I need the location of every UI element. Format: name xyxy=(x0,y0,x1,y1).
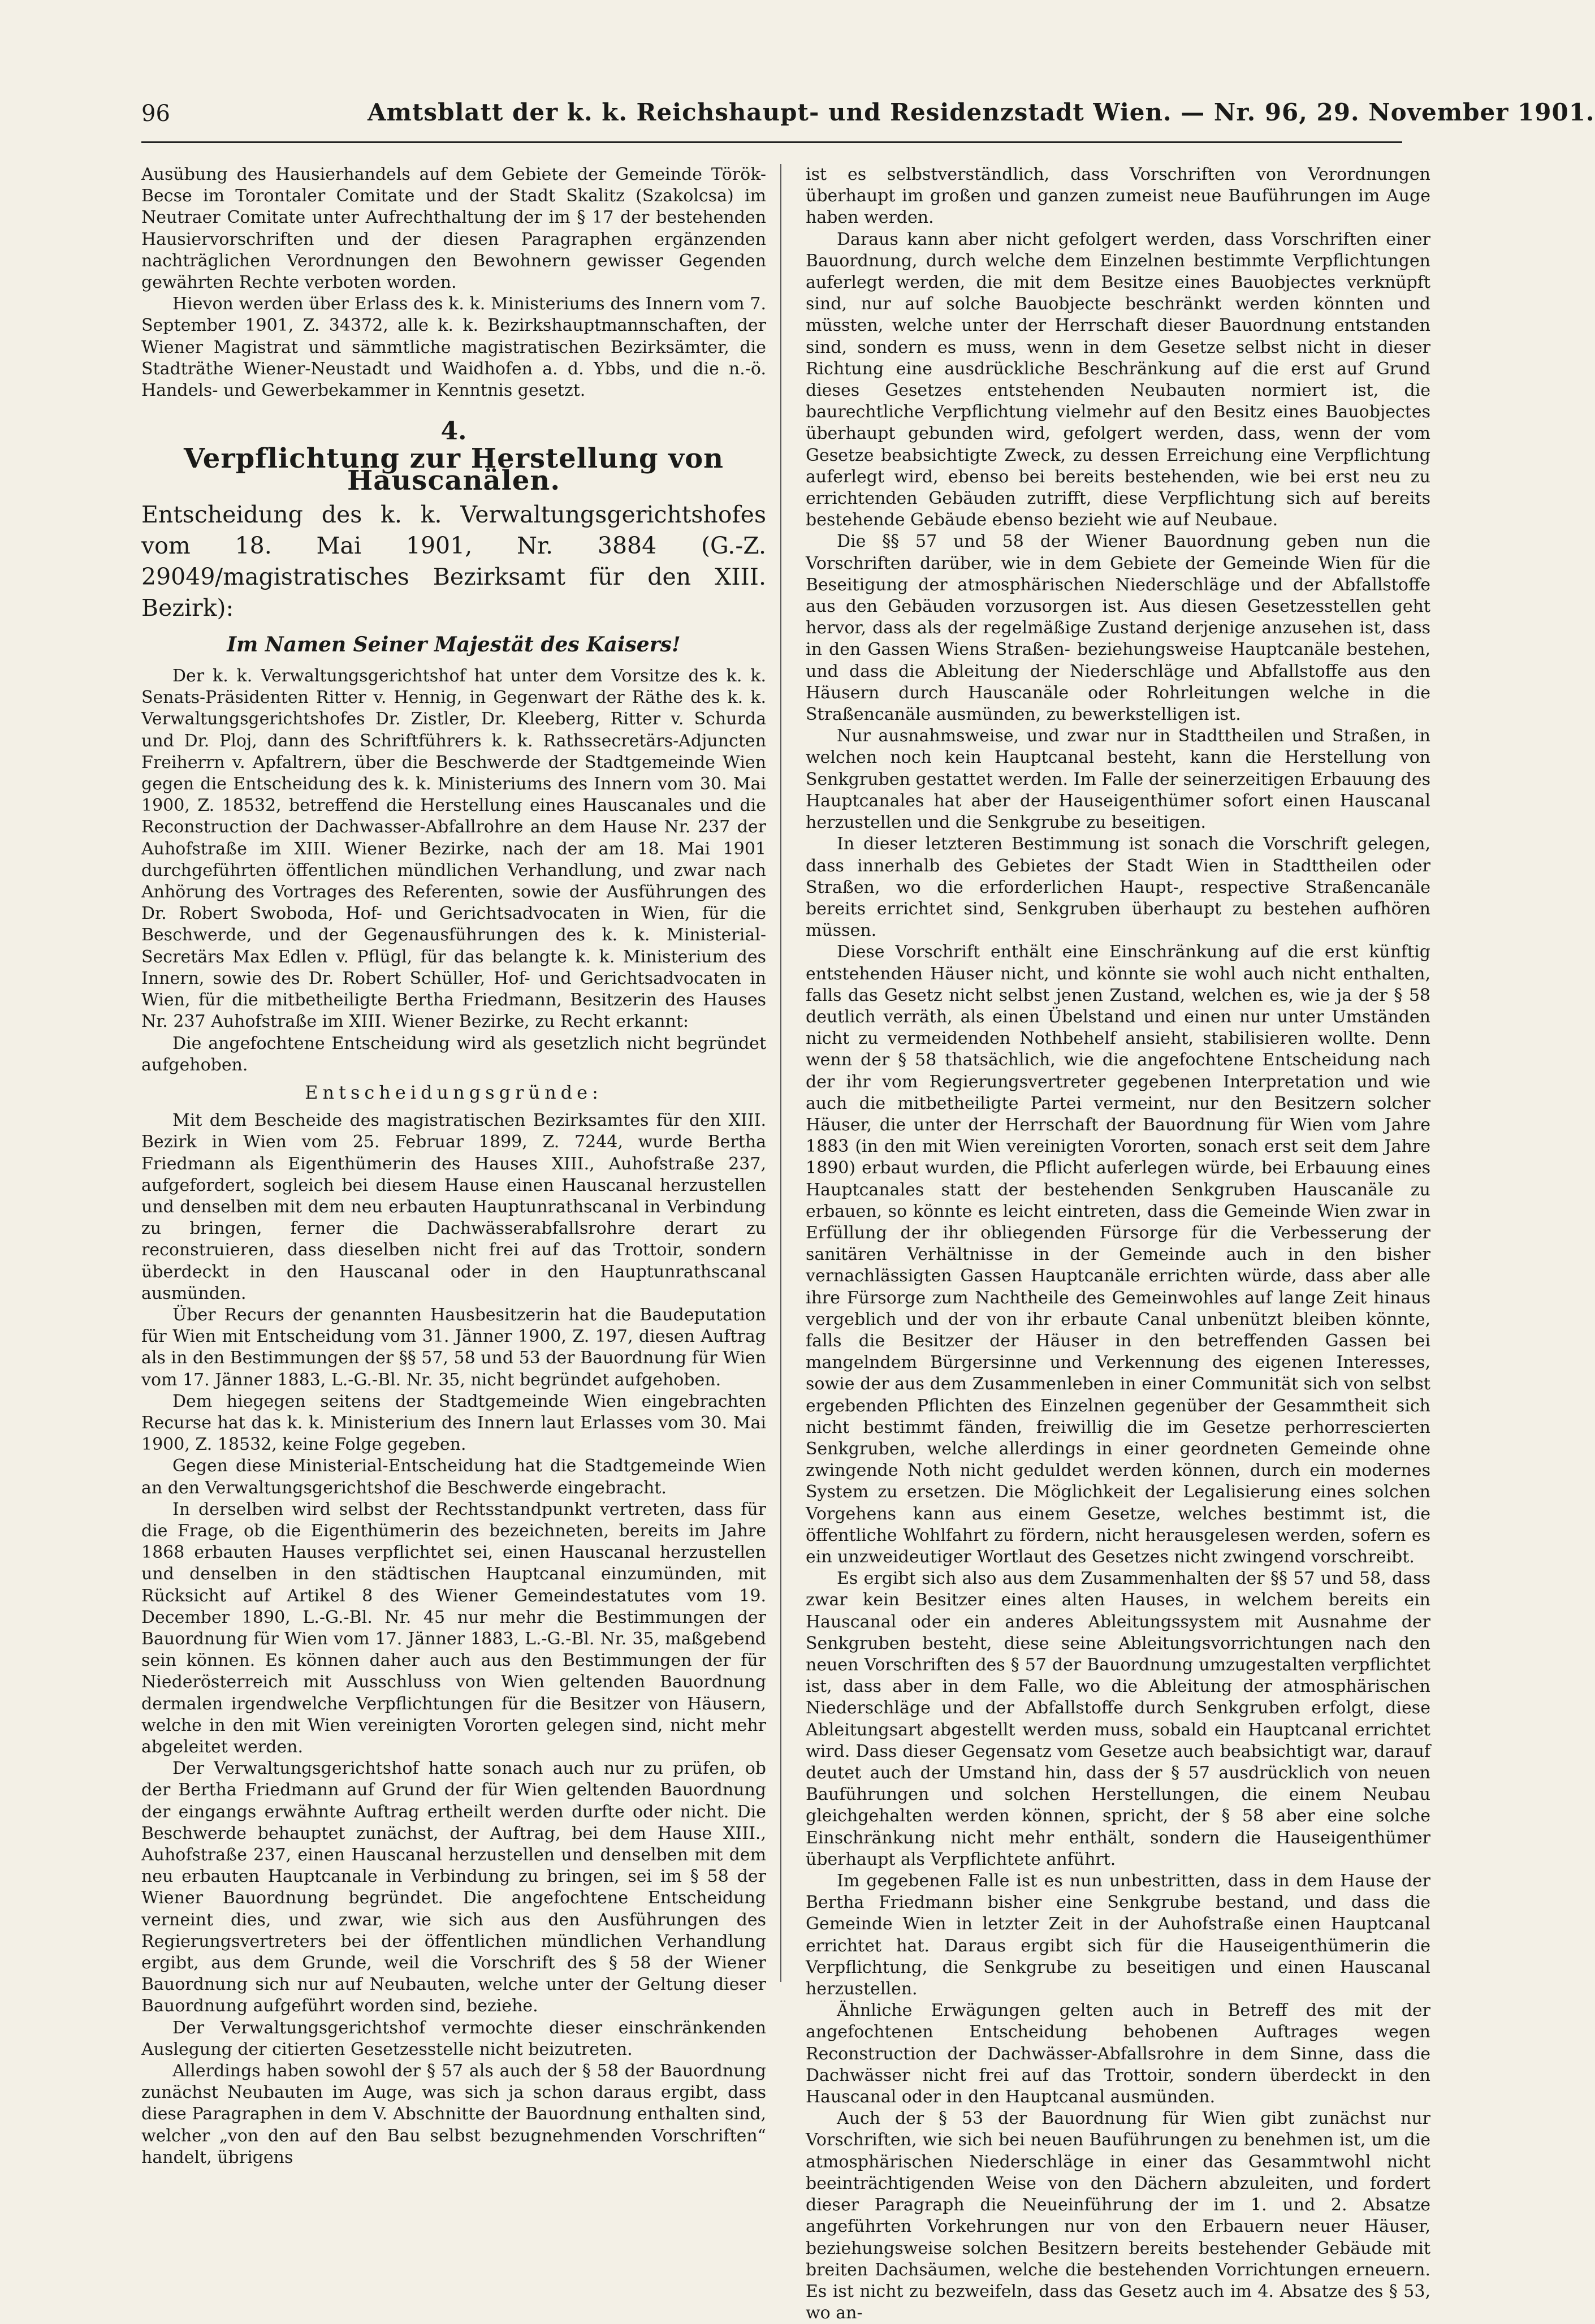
left-column xyxy=(141,164,766,2167)
paragraph: Allerdings haben sowohl der § 57 als auch der § 58 der Bauordnung zunächst Neubauten im Auge, was sich ja schon daraus ergibt, dass diese Paragraphen in dem V. Abschnitte der Bauordnung enthalten sind, welcher „von den auf den Bau selbst bezugnehmenden Vorschriften“ handelt, übrigens xyxy=(141,2061,766,2167)
paragraph: Es ergibt sich also aus dem Zusammenhalten der §§ 57 und 58, dass zwar kein Besitzer eines alten Hauses, in welchem bereits ein Hauscanal oder ein anderes Ableitungssystem mit Ausnahme der Senkgruben besteht, diese seine Ableitungsvorrichtungen nach den neuen Vorschriften des § 57 der Bauordnung umzugestalten verpflichtet ist, dass aber in dem Falle, wo die Ableitung der atmosphärischen Niederschläge und der Abfallstoffe durch Senkgruben erfolgt, diese Ableitungsart abgestellt werden muss, sobald ein Hauptcanal errichtet wird. Dass dieser Gegensatz vom Gesetze auch beabsichtigt war, darauf deutet auch der Umstand hin, dass der § 57 ausdrücklich von neuen Bauführungen und solchen Herstellungen, die einem Neubau gleichgehalten werden können, spricht, der § 58 aber eine solche Einschränkung nicht mehr enthält, sondern die Hauseigenthümer überhaupt als Verpflichtete anführt. xyxy=(806,1569,1430,1869)
paragraph: Ähnliche Erwägungen gelten auch in Betreff des mit der angefochtenen Entscheidung behobenen Auftrages wegen Reconstruction der Dachwässer-Abfallsrohre in dem Sinne, dass die Dachwässer nicht frei auf das Trottoir, sondern überdeckt in den Hauscanal oder in den Hauptcanal ausmünden. xyxy=(806,2001,1430,2107)
right-column xyxy=(806,164,1430,2323)
header-rule xyxy=(141,141,1402,143)
paragraph: In dieser letzteren Bestimmung ist sonach die Vorschrift gelegen, dass innerhalb des Gebietes der Stadt Wien in Stadttheilen oder Straßen, wo die erforderlichen Haupt-, respective Straßencanäle bereits errichtet sind, Senkgruben überhaupt zu bestehen aufhören müssen. xyxy=(806,834,1430,941)
paragraph: Der Verwaltungsgerichtshof hatte sonach auch nur zu prüfen, ob der Bertha Friedmann auf Grund der für Wien geltenden Bauordnung der eingangs erwähnte Auftrag ertheilt werden durfte oder nicht. Die Beschwerde behauptet zunächst, der Auftrag, bei dem Hause XIII., Auhofstraße 237, einen Hauscanal herzustellen und denselben mit dem neu erbauten Hauptcanale in Verbindung zu bringen, sei im § 58 der Wiener Bauordnung begründet. Die angefochtene Entscheidung verneint dies, und zwar, wie sich aus den Ausführungen des Regierungsvertreters bei der öffentlichen mündlichen Verhandlung ergibt, aus dem Grunde, weil die Vorschrift des § 58 der Wiener Bauordnung sich nur auf Neubauten, welche unter der Geltung dieser Bauordnung aufgeführt worden sind, beziehe. xyxy=(141,1759,766,2016)
paragraph: Gegen diese Ministerial-Entscheidung hat die Stadtgemeinde Wien an den Verwaltungsgerichtshof die Beschwerde eingebracht. xyxy=(141,1456,766,1498)
section-heading: Verpflichtung zur Herstellung von Hauscanälen. xyxy=(183,443,724,496)
paragraph: ist es selbstverständlich, dass Vorschriften von Verordnungen überhaupt im großen und ganzen zumeist neue Bauführungen im Auge haben werden. xyxy=(806,165,1430,228)
section-number: 4. xyxy=(440,417,467,446)
paragraph: Im gegebenen Falle ist es nun unbestritten, dass in dem Hause der Bertha Friedmann bisher eine Senkgrube bestand, und dass die Gemeinde Wien in letzter Zeit in der Auhofstraße einen Hauptcanal errichtet hat. Daraus ergibt sich für die Hauseigenthümerin die Verpflichtung, die Senkgrube zu beseitigen und einen Hauscanal herzustellen. xyxy=(806,1871,1430,1999)
running-title: Amtsblatt der k. k. Reichshaupt- und Residenzstadt Wien. — Nr. 96, 29. November 1901. xyxy=(368,98,1595,126)
paragraph: Die §§ 57 und 58 der Wiener Bauordnung geben nun die Vorschriften darüber, wie in dem Gebiete der Gemeinde Wien für die Beseitigung der atmosphärischen Niederschläge und der Abfallstoffe aus den Gebäuden vorzusorgen ist. Aus diesen Gesetzesstellen geht hervor, dass als der regelmäßige Zustand derjenige anzusehen ist, dass in den Gassen Wiens Straßen- beziehungsweise Hauptcanäle bestehen, und dass die Ableitung der Niederschläge und Abfallstoffe aus den Häusern durch Hauscanäle oder Rohrleitungen welche in die Straßencanäle ausmünden, zu bewerkstelligen ist. xyxy=(806,532,1430,725)
paragraph: Daraus kann aber nicht gefolgert werden, dass Vorschriften einer Bauordnung, durch welche dem Einzelnen bestimmte Verpflichtungen auferlegt werden, die mit dem Besitze eines Bauobjectes verknüpft sind, nur auf solche Bauobjecte beschränkt werden könnten und müssten, welche unter der Herrschaft dieser Bauordnung entstanden sind, sondern es muss, wenn in dem Gesetze selbst nicht in dieser Richtung eine ausdrückliche Beschränkung auf die erst auf Grund dieses Gesetzes entstehenden Neubauten normiert ist, die baurechtliche Verpflichtung vielmehr auf den Besitz eines Bauobjectes überhaupt gebunden wird, gefolgert werden, dass, wenn der vom Gesetze beabsichtigte Zweck, zu dessen Erreichung eine Verpflichtung auferlegt wird, ebenso bei bereits bestehenden, wie bei erst neu zu errichtenden Gebäuden zutrifft, diese Verpflichtung sich auf bereits bestehende Gebäude ebenso bezieht wie auf Neubaue. xyxy=(806,229,1430,530)
formula-heading: Im Namen Seiner Majestät des Kaisers! xyxy=(227,632,681,656)
paragraph: Auch der § 53 der Bauordnung für Wien gibt zunächst nur Vorschriften, wie sich bei neuen Bauführungen zu benehmen ist, um die atmosphärischen Niederschläge in einer das Gesammtwohl nicht beeinträchtigenden Weise von den Dächern abzuleiten, und fordert dieser Paragraph die Neueinführung der im 1. und 2. Absatze angeführten Vorkehrungen nur von den Erbauern neuer Häuser, beziehungsweise solchen Besitzern bereits bestehender Gebäude mit breiten Dachsäumen, welche die bestehenden Vorrichtungen erneuern. Es ist nicht zu bezweifeln, dass das Gesetz auch im 4. Absatze des § 53, wo an- xyxy=(806,2109,1430,2323)
paragraph: Mit dem Bescheide des magistratischen Bezirksamtes für den XIII. Bezirk in Wien vom 25. Februar 1899, Z. 7244, wurde Bertha Friedmann als Eigenthümerin des Hauses XIII., Auhofstraße 237, aufgefordert, sogleich bei diesem Hause einen Hauscanal herzustellen und denselben mit dem neu erbauten Hauptunrathscanal in Verbindung zu bringen, ferner die Dachwässerabfallsrohre derart zu reconstruieren, dass dieselben nicht frei auf das Trottoir, sondern überdeckt in den Hauscanal oder in den Hauptunrathscanal ausmünden. xyxy=(141,1111,766,1303)
paragraph: Diese Vorschrift enthält eine Einschränkung auf die erst künftig entstehenden Häuser nicht, und könnte sie wohl auch nicht enthalten, falls das Gesetz nicht selbst jenen Zustand, welchen es, wie ja der § 58 deutlich verräth, als einen Übelstand und einen nur unter Umständen nicht zu vermeidenden Nothbehelf ansieht, stabilisieren wollte. Denn wenn der § 58 thatsächlich, wie die angefochtene Entscheidung nach der ihr vom Regierungsvertreter gegebenen Interpretation und wie auch die mitbetheiligte Partei vermeint, nur den Besitzern solcher Häuser, die unter der Herrschaft der Bauordnung für Wien vom Jahre 1883 (in den mit Wien vereinigten Vororten, sonach erst seit dem Jahre 1890) erbaut wurden, die Pflicht auferlegen würde, bei Erbauung eines Hauptcanales statt der bestehenden Senkgruben Hauscanäle zu erbauen, so könnte es leicht eintreten, dass die Gemeinde Wien zwar in Erfüllung der ihr obliegenden Fürsorge für die Verbesserung der sanitären Verhältnisse in der Gemeinde auch in den bisher vernachlässigten Gassen Hauptcanäle errichten würde, dass aber alle ihre Fürsorge zum Nachtheile des Gemeinwohles auf lange Zeit hinaus vergeblich und der von ihr erbaute Canal unbenützt bleiben könnte, falls die Besitzer der Häuser in den betreffenden Gassen bei mangelndem Bürgersinne und Verkennung des eigenen Interesses, sowie der aus dem Zusammenleben in einer Communität sich von selbst ergebenden Pflichten des Einzelnen gegenüber der Gesammtheit sich nicht bestimmt fänden, freiwillig die im Gesetze perhorrescierten Senkgruben, welche allerdings in einer geordneten Gemeinde ohne zwingende Noth nicht geduldet werden können, durch ein modernes System zu ersetzen. Die Möglichkeit der Legalisierung eines solchen Vorgehens kann aus einem Gesetze, welches bestimmt ist, die öffentliche Wohlfahrt zu fördern, nicht herausgelesen werden, sofern es ein unzweideutiger Wortlaut des Gesetzes nicht zwingend vorschreibt. xyxy=(806,942,1430,1567)
paragraph: Dem hiegegen seitens der Stadtgemeinde Wien eingebrachten Recurse hat das k. k. Ministerium des Innern laut Erlasses vom 30. Mai 1900, Z. 18532, keine Folge gegeben. xyxy=(141,1391,766,1455)
paragraph: Der k. k. Verwaltungsgerichtshof hat unter dem Vorsitze des k. k. Senats-Präsidenten Ritter v. Hennig, in Gegenwart der Räthe des k. k. Verwaltungsgerichtshofes Dr. Zistler, Dr. Kleeberg, Ritter v. Schurda und Dr. Ploj, dann des Schriftführers k. k. Rathssecretärs-Adjuncten Freiherrn v. Apfaltrern, über die Beschwerde der Stadtgemeinde Wien gegen die Entscheidung des k. k. Ministeriums des Innern vom 30. Mai 1900, Z. 18532, betreffend die Herstellung eines Hauscanales und die Reconstruction der Dachwasser-Abfallrohre an dem Hause Nr. 237 der Auhofstraße im XIII. Wiener Bezirke, nach der am 18. Mai 1901 durchgeführten öffentlichen mündlichen Verhandlung, und zwar nach Anhörung des Vortrages des Referenten, sowie der Ausführungen des Dr. Robert Swoboda, Hof- und Gerichtsadvocaten in Wien, für die Beschwerde, und der Gegenausführungen des k. k. Ministerial-Secretärs Max Edlen v. Pflügl, für das belangte k. k. Ministerium des Innern, sowie des Dr. Robert Schüller, Hof- und Gerichtsadvocaten in Wien, für die mitbetheiligte Bertha Friedmann, Besitzerin des Hauses Nr. 237 Auhofstraße im XIII. Wiener Bezirke, zu Recht erkannt: xyxy=(141,666,766,1032)
paragraph: Hievon werden über Erlass des k. k. Ministeriums des Innern vom 7. September 1901, Z. 34372, alle k. k. Bezirkshauptmannschaften, der Wiener Magistrat und sämmtliche magistratischen Bezirksämter, die Stadträthe Wiener-Neustadt und Waidhofen a. d. Ybbs, und die n.-ö. Handels- und Gewerbekammer in Kenntnis gesetzt. xyxy=(141,294,766,401)
decision-intro: Entscheidung des k. k. Verwaltungsgerichtshofes vom 18. Mai 1901, Nr. 3884 (G.-Z. 29049/magistratisches Bezirksamt für den XIII. Bezirk): xyxy=(141,500,766,621)
column-divider xyxy=(780,164,781,1982)
paragraph: Ausübung des Hausierhandels auf dem Gebiete der Gemeinde Török-Becse im Torontaler Comitate und der Stadt Skalitz (Szakolcsa) im Neutraer Comitate unter Aufrechthaltung der im § 17 der bestehenden Hausiervorschriften und der diesen Paragraphen ergänzenden nachträglichen Verordnungen den Bewohnern gewisser Gegenden gewährten Rechte verboten worden. xyxy=(141,165,766,293)
reasons-heading: Entscheidungsgründe: xyxy=(305,1081,603,1103)
page-header xyxy=(141,96,1595,130)
page-number: 96 xyxy=(141,101,170,127)
paragraph: Nur ausnahmsweise, und zwar nur in Stadttheilen und Straßen, in welchen noch kein Hauptcanal besteht, kann die Herstellung von Senkgruben gestattet werden. Im Falle der seinerzeitigen Erbauung des Hauptcanales hat aber der Hauseigenthümer sofort einen Hauscanal herzustellen und die Senkgrube zu beseitigen. xyxy=(806,726,1430,833)
paragraph: In derselben wird selbst der Rechtsstandpunkt vertreten, dass für die Frage, ob die Eigenthümerin des bezeichneten, bereits im Jahre 1868 erbauten Hauses verpflichtet sei, einen Hauscanal herzustellen und denselben in den städtischen Hauptcanal einzumünden, mit Rücksicht auf Artikel 8 des Wiener Gemeindestatutes vom 19. December 1890, L.-G.-Bl. Nr. 45 nur mehr die Bestimmungen der Bauordnung für Wien vom 17. Jänner 1883, L.-G.-Bl. Nr. 35, maßgebend sein können. Es können daher auch aus den Bestimmungen der für Niederösterreich mit Ausschluss von Wien geltenden Bauordnung dermalen irgendwelche Verpflichtungen für die Besitzer von Häusern, welche in den mit Wien vereinigten Vororten gelegen sind, nicht mehr abgeleitet werden. xyxy=(141,1499,766,1757)
paragraph: Die angefochtene Entscheidung wird als gesetzlich nicht begründet aufgehoben. xyxy=(141,1033,766,1075)
paragraph: Der Verwaltungsgerichtshof vermochte dieser einschränkenden Auslegung der citierten Gesetzesstelle nicht beizutreten. xyxy=(141,2018,766,2059)
paragraph: Über Recurs der genannten Hausbesitzerin hat die Baudeputation für Wien mit Entscheidung vom 31. Jänner 1900, Z. 197, diesen Auftrag als in den Bestimmungen der §§ 57, 58 und 53 der Bauordnung für Wien vom 17. Jänner 1883, L.-G.-Bl. Nr. 35, nicht begründet aufgehoben. xyxy=(141,1304,766,1390)
